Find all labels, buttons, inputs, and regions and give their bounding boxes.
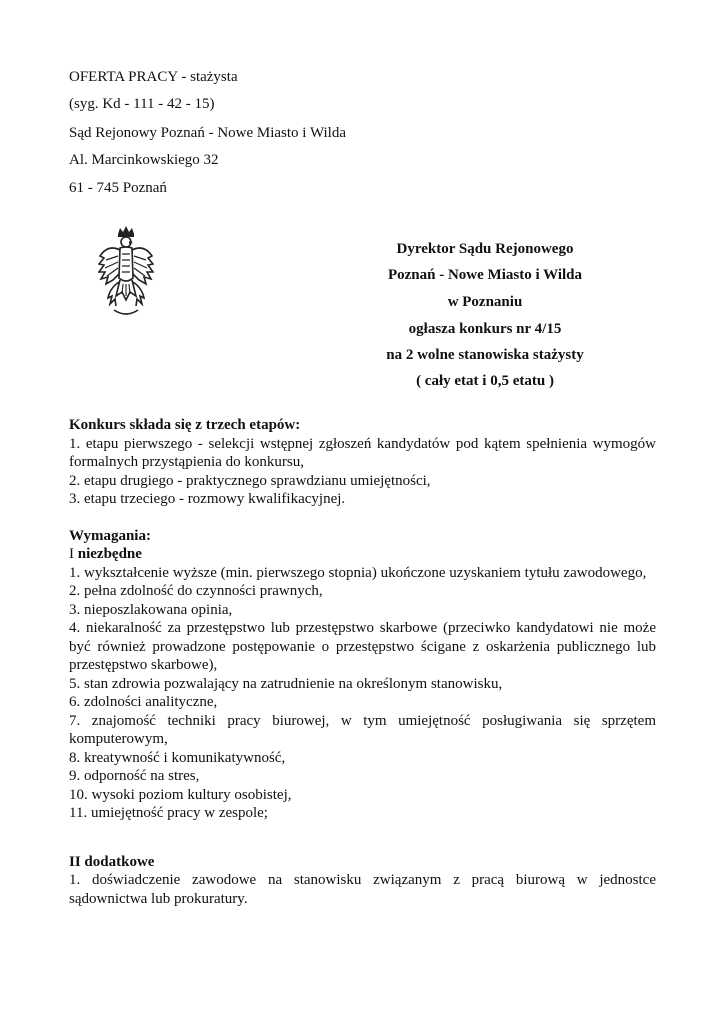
stage-item: 3. etapu trzeciego - rozmowy kwalifikacyjnej. <box>69 491 346 507</box>
announcement-line-etat: ( cały etat i 0,5 etatu ) <box>416 373 554 389</box>
requirement-item: 7. znajomość techniki pracy biurowej, w tym umiejętność posługiwania się sprzętem komputerowym, <box>69 712 656 747</box>
announcement-line-director: Dyrektor Sądu Rejonowego <box>396 241 574 257</box>
essential-heading <box>69 545 656 564</box>
stage-item: 2. etapu drugiego - praktycznego sprawdzianu umiejętności, <box>69 472 431 489</box>
reference-number: (syg. Kd - 111 - 42 - 15) <box>69 96 215 112</box>
announcement-line-positions: na 2 wolne stanowiska stażysty <box>386 347 584 363</box>
additional-heading: II dodatkowe <box>69 853 155 870</box>
announcement-line-city: w Poznaniu <box>447 294 523 310</box>
requirement-item: 6. zdolności analityczne, <box>69 694 218 710</box>
stage-item: 1. etapu pierwszego - selekcji wstępnej zgłoszeń kandydatów pod kątem spełnienia wymogów formalnych przystąpienia do konkursu, <box>69 435 656 470</box>
essential-label: niezbędne <box>77 546 142 562</box>
requirement-item: 11. umiejętność pracy w zespole; <box>69 805 268 821</box>
court-street: Al. Marcinkowskiego 32 <box>69 152 219 168</box>
requirement-item: 4. niekaralność za przestępstwo lub przestępstwo skarbowe (przeciwko kandydatowi nie może być również prowadzone postępowanie o przestępstwo ścigane z oskarżenia publicznego lub przestępstwo skarbowe), <box>69 620 656 673</box>
requirement-item: 1. wykształcenie wyższe (min. pierwszego stopnia) ukończone uzyskaniem tytułu zawodowego, <box>69 564 647 581</box>
requirement-item: 5. stan zdrowia pozwalający na zatrudnienie na określonym stanowisku, <box>69 675 503 692</box>
court-city: 61 - 745 Poznań <box>69 180 167 196</box>
court-name: Sąd Rejonowy Poznań - Nowe Miasto i Wilda <box>69 125 347 141</box>
requirement-item: 10. wysoki poziom kultury osobistej, <box>69 786 292 803</box>
requirements-heading: Wymagania: <box>69 527 151 544</box>
polish-eagle-icon <box>98 226 154 318</box>
requirement-item: 9. odporność na stres, <box>69 768 200 784</box>
requirement-item: 2. pełna zdolność do czynności prawnych, <box>69 583 323 599</box>
offer-title: OFERTA PRACY - stażysta <box>69 69 238 85</box>
announcement-line-court: Poznań - Nowe Miasto i Wilda <box>387 267 583 283</box>
requirement-item: 3. nieposzlakowana opinia, <box>69 601 233 618</box>
announcement-line-competition: ogłasza konkurs nr 4/15 <box>408 321 562 337</box>
additional-item: 1. doświadczenie zawodowe na stanowisku związanym z pracą biurową w jednostce sądownictwa lub prokuratury. <box>69 872 656 907</box>
document-body <box>69 416 656 908</box>
requirement-item: 8. kreatywność i komunikatywność, <box>69 749 286 766</box>
essential-prefix: I <box>69 546 78 562</box>
stages-heading: Konkurs składa się z trzech etapów: <box>69 417 301 433</box>
